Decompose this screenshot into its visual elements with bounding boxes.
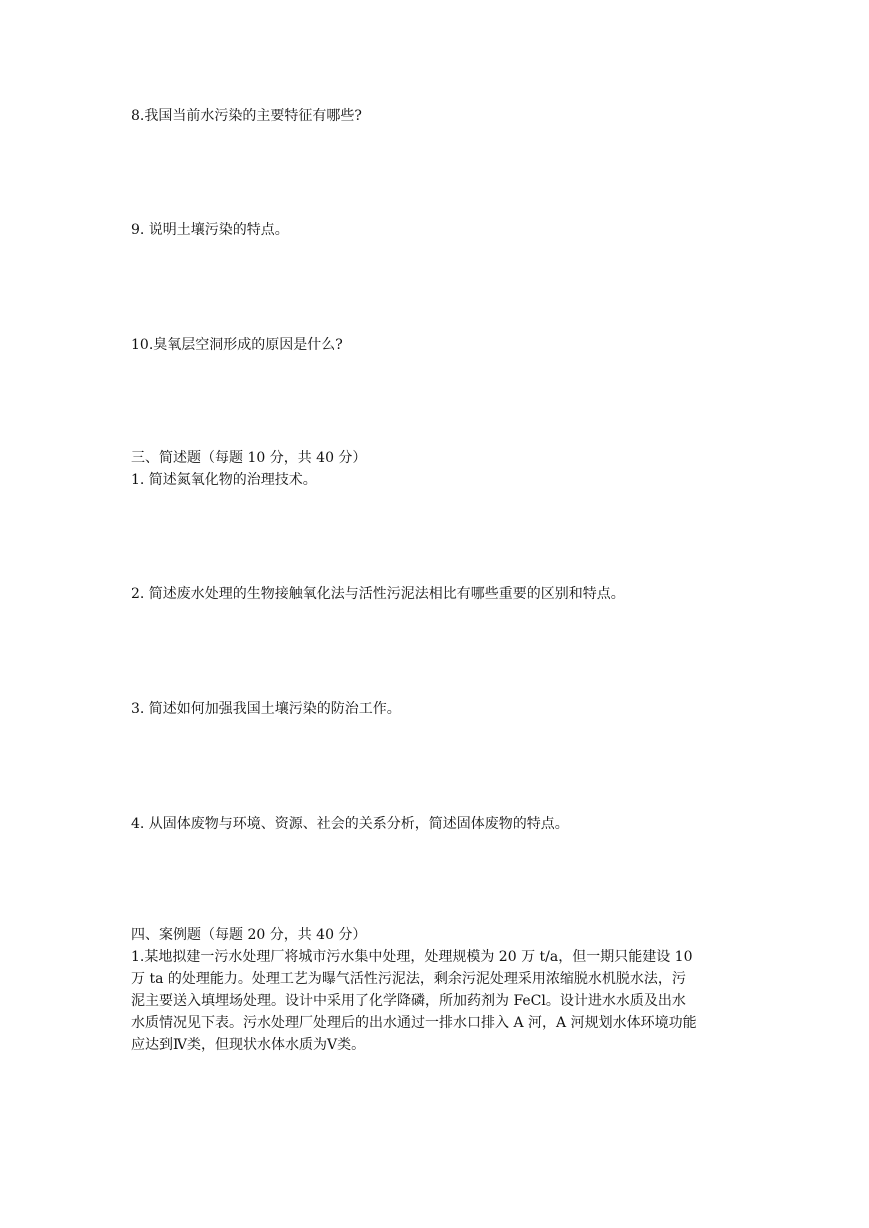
case-study-1-line: 1.某地拟建一污水处理厂将城市污水集中处理，处理规模为 20 万 t/a，但一期只能建设 10 — [131, 949, 693, 965]
section-3-heading: 三、简述题（每题 10 分，共 40 分） — [131, 450, 367, 466]
short-answer-3: 3. 简述如何加强我国土壤污染的防治工作。 — [131, 701, 401, 717]
question-8: 8.我国当前水污染的主要特征有哪些? — [131, 108, 362, 124]
case-study-1-line: 泥主要送入填埋场处理。设计中采用了化学降磷，所加药剂为 FeCl。设计进水水质及出水 — [131, 993, 686, 1009]
short-answer-1: 1. 简述氮氧化物的治理技术。 — [131, 472, 317, 488]
case-study-1 — [131, 946, 741, 1056]
case-study-1-line: 万 ta 的处理能力。处理工艺为曝气活性污泥法，剩余污泥处理采用浓缩脱水机脱水法，污 — [131, 971, 686, 987]
case-study-1-line: 应达到Ⅳ类，但现状水体水质为Ⅴ类。 — [131, 1037, 366, 1053]
short-answer-2: 2. 简述废水处理的生物接触氧化法与活性污泥法相比有哪些重要的区别和特点。 — [131, 586, 625, 602]
short-answer-4: 4. 从固体废物与环境、资源、社会的关系分析，简述固体废物的特点。 — [131, 816, 569, 832]
question-10: 10.臭氧层空洞形成的原因是什么? — [131, 337, 343, 353]
question-9: 9. 说明土壤污染的特点。 — [131, 222, 289, 238]
section-4-heading: 四、案例题（每题 20 分，共 40 分） — [131, 927, 367, 943]
case-study-1-line: 水质情况见下表。污水处理厂处理后的出水通过一排水口排入 A 河，A 河规划水体环境功能 — [131, 1015, 697, 1031]
